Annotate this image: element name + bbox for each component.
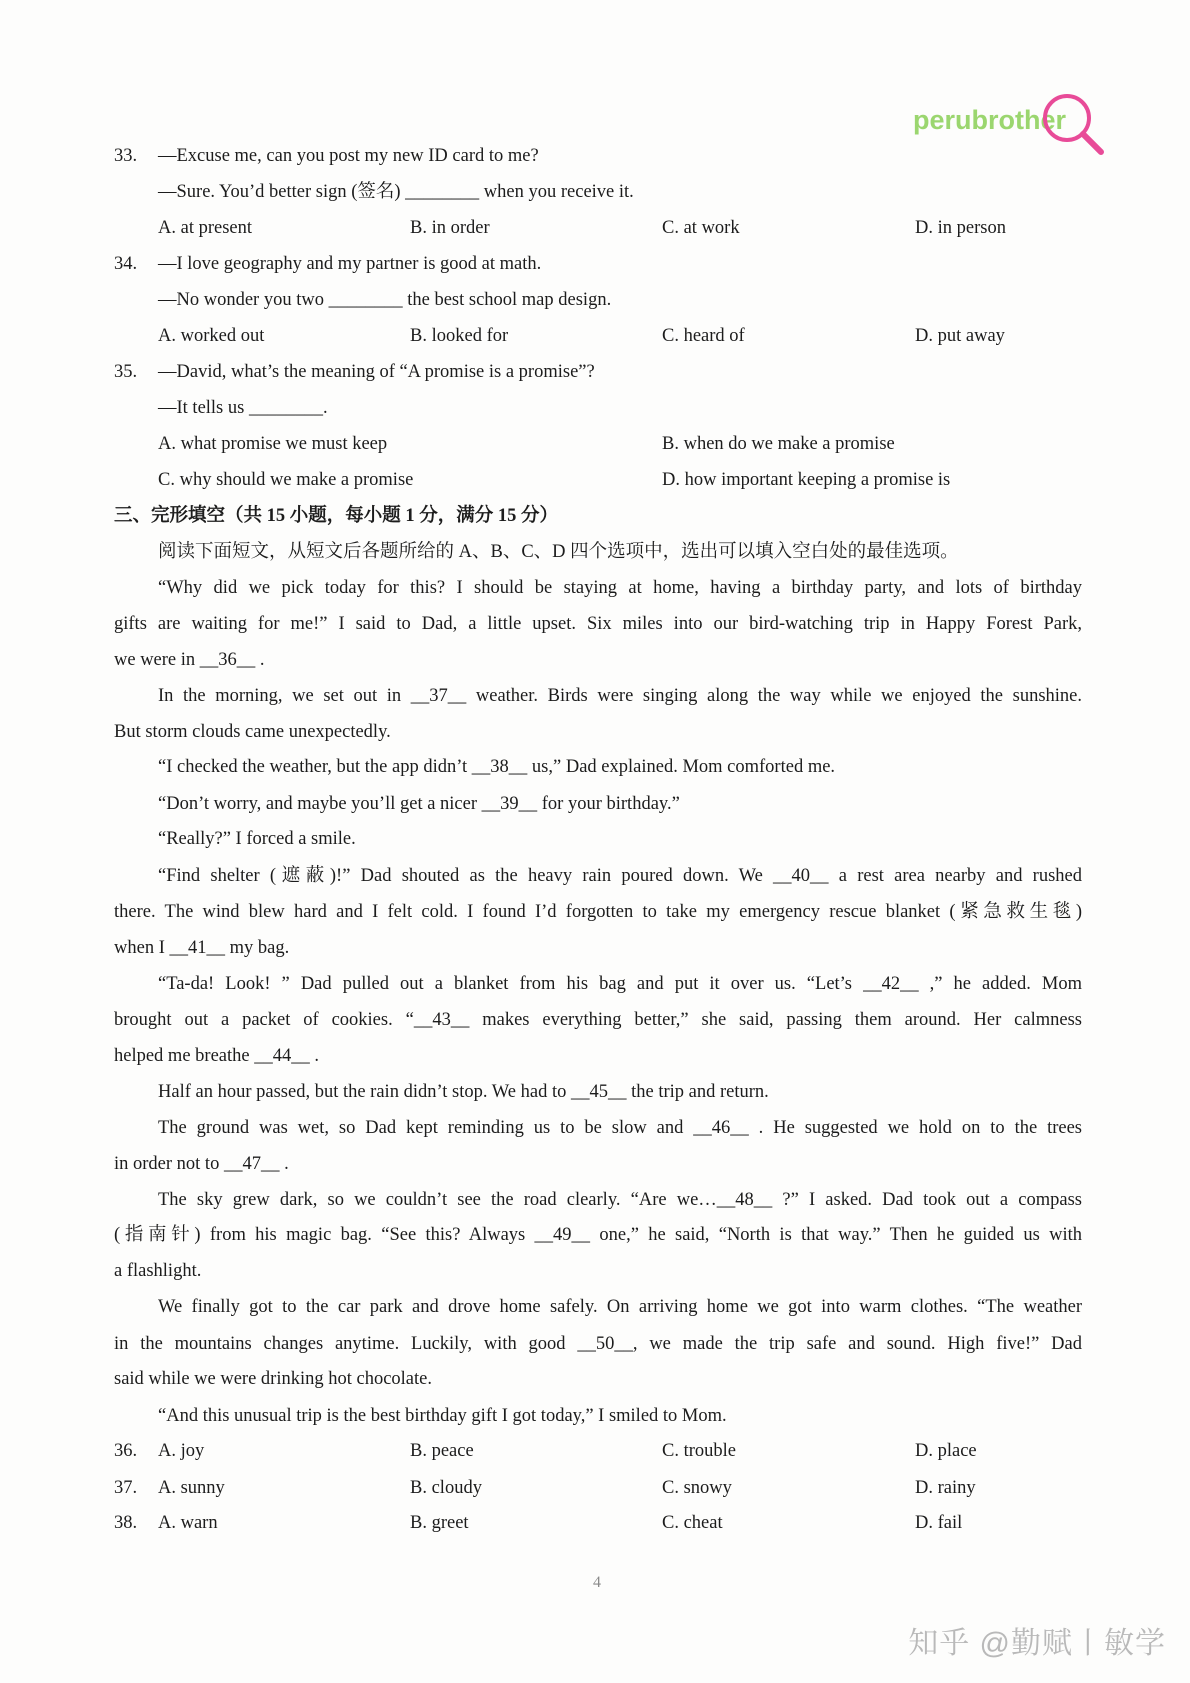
question-number: 37. [114,1478,138,1498]
option-a: A. warn [158,1513,218,1533]
passage-line: Half an hour passed, but the rain didn’t stop. We had to __45__ the trip and return. [158,1082,769,1102]
passage-line: “Really?” I forced a smile. [158,829,356,849]
question-stem: —Excuse me, can you post my new ID card to me? [158,146,539,166]
passage-line: “Why did we pick today for this? I should be staying at home, having a birthday party, and lots of birthday [158,578,1082,598]
passage-line: “Find shelter (遮蔽)!” Dad shouted as the heavy rain poured down. We __40__ a rest area nearby and rushed [158,866,1082,886]
option-c: C. heard of [662,326,745,346]
passage-line: brought out a packet of cookies. “__43__ makes everything better,” she said, passing them around. Her calmness [114,1010,1082,1030]
section-heading: 三、完形填空（共 15 小题，每小题 1 分，满分 15 分） [114,506,559,526]
option-c: C. cheat [662,1513,723,1533]
option-a: A. worked out [158,326,265,346]
passage-line: there. The wind blew hard and I felt cold. I found I’d forgotten to take my emergency rescue blanket (紧急救生毯) [114,902,1082,922]
question-stem: —I love geography and my partner is good at math. [158,254,542,274]
passage-line: “I checked the weather, but the app didn’t __38__ us,” Dad explained. Mom comforted me. [158,757,836,777]
watermark: 知乎 @勤赋丨敏学 [908,1627,1166,1660]
option-b: B. looked for [410,326,509,346]
passage-line: In the morning, we set out in __37__ weather. Birds were singing along the way while we enjoyed the sunshine. [158,686,1082,706]
option-d: D. place [915,1441,977,1461]
option-d: D. fail [915,1513,963,1533]
question-number: 36. [114,1441,138,1461]
passage-line: in the mountains changes anytime. Luckily, with good __50__, we made the trip safe and sound. High five!” Dad [114,1334,1082,1354]
passage-line: gifts are waiting for me!” I said to Dad, a little upset. Six miles into our bird-watching trip in Happy Forest Park, [114,614,1082,634]
passage-line: (指南针) from his magic bag. “See this? Always __49__ one,” he said, “North is that way.” Then he guided us with [114,1225,1082,1245]
question-reply: —No wonder you two ________ the best school map design. [158,290,612,310]
passage-line: But storm clouds came unexpectedly. [114,722,391,742]
passage-line: The sky grew dark, so we couldn’t see the road clearly. “Are we…__48__ ?” I asked. Dad took out a compass [158,1190,1082,1210]
passage-line: helped me breathe __44__ . [114,1046,319,1066]
passage-line: The ground was wet, so Dad kept reminding us to be slow and __46__ . He suggested we hold on to the trees [158,1118,1082,1138]
question-number: 35. [114,362,138,382]
option-d: D. put away [915,326,1005,346]
passage-line: “Don’t worry, and maybe you’ll get a nicer __39__ for your birthday.” [158,794,680,814]
option-c: C. at work [662,218,740,238]
option-c: C. snowy [662,1478,732,1498]
page-number: 4 [593,1574,601,1591]
passage-line: a flashlight. [114,1261,202,1281]
option-d: D. how important keeping a promise is [662,470,951,490]
passage-line: said while we were drinking hot chocolate. [114,1369,432,1389]
question-reply: —It tells us ________. [158,398,328,418]
option-b: B. when do we make a promise [662,434,895,454]
option-d: D. rainy [915,1478,976,1498]
question-reply: —Sure. You’d better sign (签名) ________ when you receive it. [158,182,634,202]
option-a: A. sunny [158,1478,225,1498]
question-stem: —David, what’s the meaning of “A promise is a promise”? [158,362,595,382]
passage-line: we were in __36__ . [114,650,265,670]
passage-line: in order not to __47__ . [114,1154,289,1174]
passage-line: We finally got to the car park and drove home safely. On arriving home we got into warm clothes. “The weather [158,1297,1082,1317]
option-d: D. in person [915,218,1006,238]
question-number: 33. [114,146,138,166]
option-a: A. joy [158,1441,205,1461]
option-b: B. peace [410,1441,474,1461]
question-number: 38. [114,1513,138,1533]
option-b: B. greet [410,1513,469,1533]
question-number: 34. [114,254,138,274]
option-c: C. why should we make a promise [158,470,414,490]
option-b: B. in order [410,218,490,238]
passage-line: when I __41__ my bag. [114,938,290,958]
section-instruction: 阅读下面短文，从短文后各题所给的 A、B、C、D 四个选项中，选出可以填入空白处的最佳选项。 [158,542,959,562]
option-a: A. at present [158,218,253,238]
passage-line: “Ta-da! Look! ” Dad pulled out a blanket from his bag and put it over us. “Let’s __42__ ,” he added. Mom [158,974,1082,994]
passage-line: “And this unusual trip is the best birthday gift I got today,” I smiled to Mom. [158,1406,727,1426]
logo-text: perubrother [913,105,1067,135]
option-a: A. what promise we must keep [158,434,388,454]
perubrother-logo [907,94,1107,160]
option-b: B. cloudy [410,1478,482,1498]
option-c: C. trouble [662,1441,736,1461]
